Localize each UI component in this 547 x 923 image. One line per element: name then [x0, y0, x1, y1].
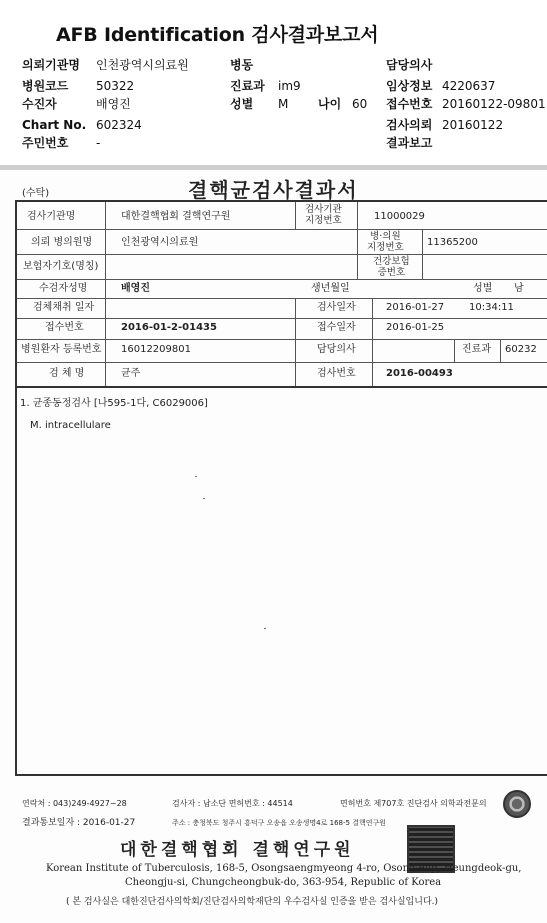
table-rule [500, 339, 501, 362]
test-date-value: 2016-01-27 [386, 302, 445, 313]
patient-name-label: 수검자성명 [39, 283, 88, 294]
footer-examiner: 검사자 : 남소단 면허번호 : 44514 [172, 799, 293, 808]
field-label-sex: 성별 [230, 97, 254, 111]
field-label-resident-no: 주민번호 [22, 136, 69, 150]
patient-name-value: 배영진 [121, 283, 150, 294]
health-insurance-label: 건강보험 증번호 [373, 256, 410, 278]
test-time-value: 10:34:11 [469, 302, 514, 313]
footer-address-en-2: Cheongju-si, Chungcheongbuk-do, 363-954, Republic of Korea [125, 877, 442, 888]
table-rule [17, 362, 547, 363]
report-header [0, 0, 547, 165]
result-line: 1. 균종동정검사 [나595-1다, C6029006] [20, 398, 208, 409]
report-info-table [15, 200, 547, 388]
hospital-label: 의뢰 병의원명 [31, 237, 93, 248]
footer-report-date: 결과통보일자 : 2016-01-27 [22, 818, 136, 828]
registration-no-value: 16012209801 [121, 344, 191, 355]
test-no-label: 검사번호 [317, 368, 356, 379]
footer-address-kr: 주소 : 충청북도 청주시 흥덕구 오송읍 오송생명4로 168-5 결핵연구원 [172, 819, 387, 827]
field-label-chart-no: Chart No. [22, 118, 87, 132]
result-area [15, 384, 547, 776]
table-rule [357, 229, 358, 279]
doctor-label: 담당의사 [317, 344, 356, 355]
sex-label: 성별 [473, 283, 493, 294]
table-rule [17, 318, 547, 319]
field-label-doctor: 담당의사 [386, 58, 433, 72]
table-rule [105, 202, 106, 386]
table-rule [17, 279, 547, 280]
receipt-date-value: 2016-01-25 [386, 322, 445, 333]
test-no-value: 2016-00493 [386, 368, 453, 379]
table-rule [17, 298, 547, 299]
field-label-request-date: 검사의뢰 [386, 118, 433, 132]
scan-speck [195, 476, 197, 477]
field-value-institution: 인천광역시의료원 [96, 58, 189, 72]
table-rule [357, 202, 358, 229]
receipt-no-value: 2016-01-2-01435 [121, 322, 217, 333]
field-label-age: 나이 [318, 97, 342, 111]
footer-license: 면허번호 제707호 진단검사 의학과전문의 [340, 799, 487, 808]
field-label-clinical-info: 임상정보 [386, 79, 433, 93]
field-label-receipt-no: 접수번호 [386, 97, 433, 111]
table-rule [454, 339, 455, 362]
round-seal [503, 790, 531, 818]
footer-contact: 연락처 : 043)249-4927~28 [22, 799, 127, 808]
scanned-report [0, 170, 547, 923]
table-rule [295, 202, 296, 229]
field-value-department: im9 [278, 79, 301, 93]
field-value-age: 60 [352, 97, 368, 111]
insurance-label: 보험자기호(명칭) [23, 261, 99, 272]
table-rule [17, 229, 547, 230]
page-title: AFB Identification 검사결과보고서 [56, 24, 379, 46]
field-value-chart-no: 602324 [96, 118, 142, 132]
table-rule [17, 254, 547, 255]
field-value-receipt-no: 20160122-09801 [442, 97, 546, 111]
field-value-resident-no: - [96, 136, 101, 150]
receipt-date-label: 접수일자 [317, 322, 356, 333]
lab-name-label: 검사기관명 [27, 211, 76, 222]
scan-speck [264, 628, 266, 629]
receipt-no-label: 접수번호 [45, 322, 84, 333]
lab-code-label: 검사기관 지정번호 [305, 204, 342, 226]
scan-speck [203, 498, 205, 499]
lab-name-value: 대한결핵협회 결핵연구원 [121, 211, 231, 222]
specimen-value: 균주 [121, 368, 141, 379]
field-label-department: 진료과 [230, 79, 265, 93]
table-rule [422, 229, 423, 279]
consignment-label: (수탁) [22, 188, 50, 199]
field-value-request-date: 20160122 [442, 118, 504, 132]
institute-name: 대한결핵협회 결핵연구원 [120, 840, 355, 860]
field-label-report-date: 결과보고 [386, 136, 433, 150]
registration-no-label: 병원환자 등록번호 [21, 344, 102, 355]
field-value-sex: M [278, 97, 289, 111]
footer-certification-notice: ( 본 검사실은 대한진단검사의학회/진단검사의학재단의 우수검사실 인증을 받은 검사실입니다.) [66, 897, 439, 907]
field-label-patient: 수진자 [22, 97, 57, 111]
field-value-hospital-code: 50322 [96, 79, 135, 93]
birth-date-label: 생년월일 [311, 283, 350, 294]
test-date-label: 검사일자 [317, 302, 356, 313]
report-title: 결핵균검사결과서 [188, 178, 359, 202]
field-value-clinical-info: 4220637 [442, 79, 496, 93]
table-rule [295, 298, 296, 386]
sex-value: 남 [514, 283, 524, 294]
field-label-ward: 병동 [230, 58, 254, 72]
department-value: 60232 [505, 344, 537, 355]
specimen-label: 검 체 명 [49, 368, 85, 379]
footer-address-en-1: Korean Institute of Tuberculosis, 168-5, Osongsaengmyeong 4-ro, Osong-eup, Heungdeok-gu, [46, 863, 522, 874]
department-label: 진료과 [462, 344, 491, 355]
hospital-code-value: 11365200 [427, 237, 478, 248]
lab-code-value: 11000029 [374, 211, 425, 222]
hospital-value: 인천광역시의료원 [121, 237, 199, 248]
field-label-hospital-code: 병원코드 [22, 79, 69, 93]
identified-organism: M. intracellulare [30, 420, 111, 431]
field-label-institution: 의뢰기관명 [22, 58, 80, 72]
table-rule [372, 298, 373, 386]
field-value-patient: 배영진 [96, 97, 131, 111]
hospital-code-label: 병·의원 지정번호 [367, 231, 404, 253]
collection-date-label: 검체채취 일자 [33, 302, 95, 313]
table-rule [17, 339, 547, 340]
